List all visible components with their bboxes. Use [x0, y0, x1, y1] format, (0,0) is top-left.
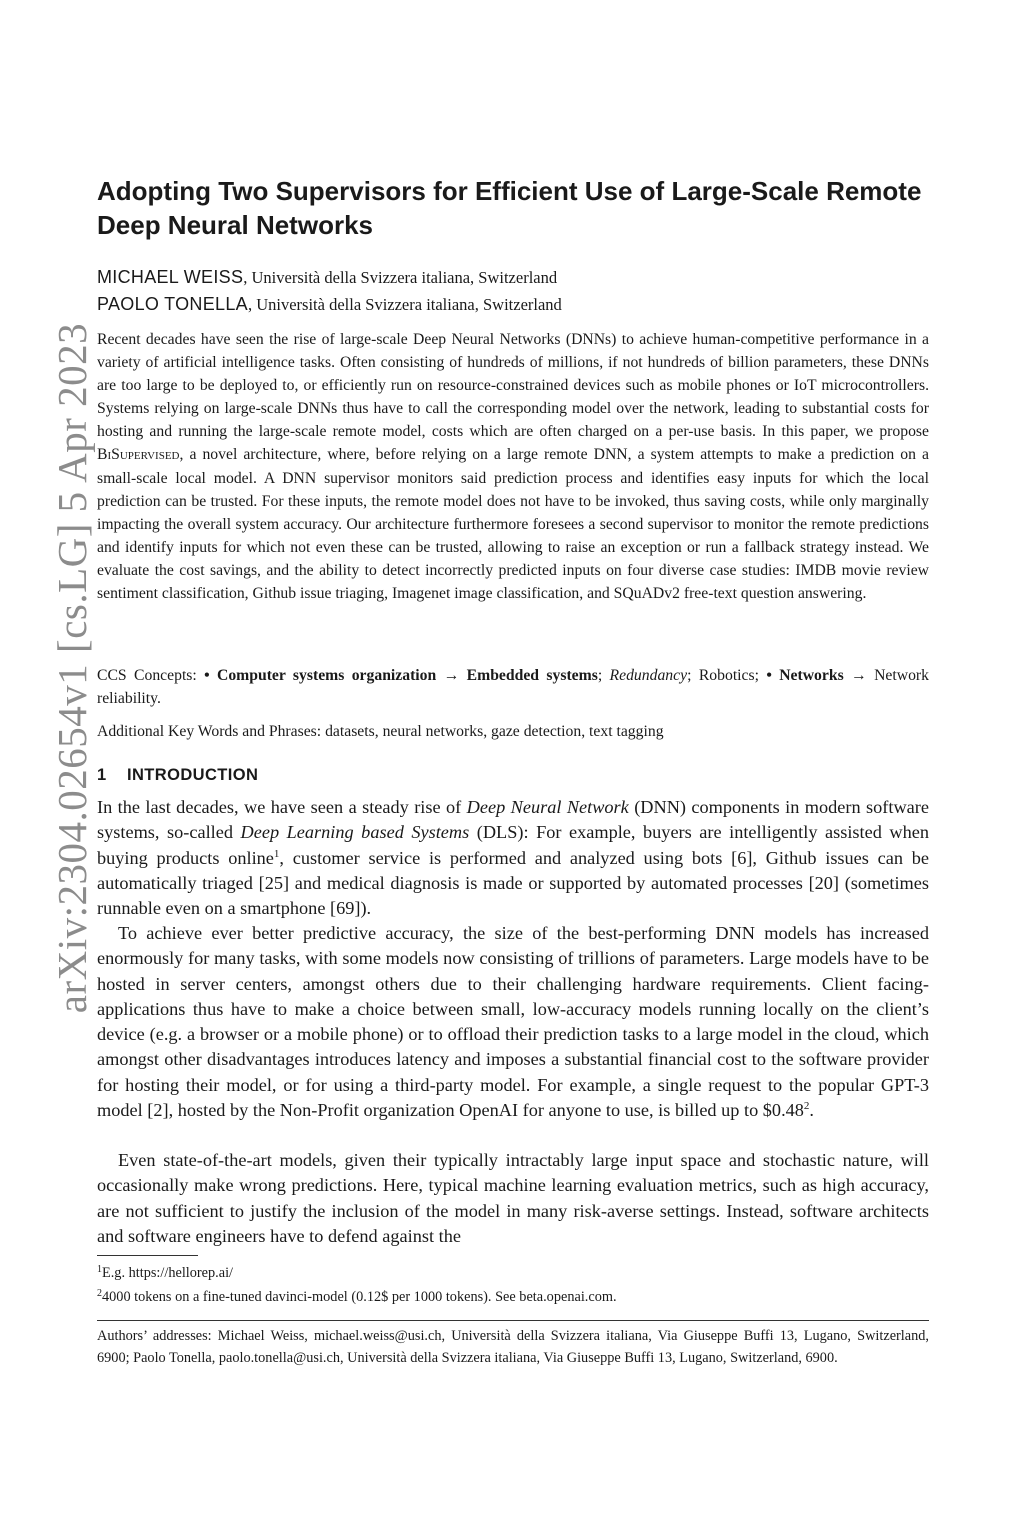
paragraph-text: Even state-of-the-art models, given their typically intractably large input space and stochastic nature, will occasionally make wrong predictions. Here, typical machine learning evaluation metrics, such as high accuracy, are not sufficient to justify the inclusion of the model in many risk-averse settings. Instead, software architects and software engineers have to defend against the	[97, 1150, 929, 1246]
emphasis-text: Deep Neural Network	[466, 797, 629, 817]
footnote-divider	[97, 1255, 198, 1256]
ccs-concept: Redundancy	[609, 667, 688, 684]
footnote	[97, 1288, 929, 1306]
ccs-concepts	[97, 664, 929, 710]
abstract	[97, 328, 929, 605]
abstract-text: , a novel architecture, where, before relying on a large remote DNN, a system attempts to make a prediction on a small-scale local model. A DNN supervisor monitors said prediction process and identifies easy inputs for which the local prediction can be trusted. For these inputs, the remote model does not have to be invoked, thus saving costs, while only marginally impacting the overall system accuracy. Our architecture furthermore foresees a second supervisor to monitor the remote predictions and identify inputs for which not even these can be trusted, allowing to raise an exception or run a fallback strategy instead. We evaluate the cost savings, and the ability to detect incorrectly predicted inputs on four diverse case studies: IMDB movie review sentiment classification, Github issue triaging, Imagenet image classification, and SQuADv2 free-text question answering.	[97, 446, 929, 603]
address-divider	[97, 1320, 929, 1321]
ccs-label: CCS Concepts:	[97, 667, 205, 684]
paragraph-text: .	[809, 1100, 814, 1121]
author-line	[97, 292, 927, 317]
paragraph-text: In the last decades, we have seen a steady rise of	[97, 797, 467, 817]
abstract-text: Recent decades have seen the rise of large-scale Deep Neural Networks (DNNs) to achieve human-competitive performance in a variety of artificial intelligence tasks. Often consisting of hundreds of millions, if not hundreds of billion parameters, these DNNs are too large to be deployed to, or efficiently run on resource-constrained devices such as mobile phones or IoT microcontrollers. Systems relying on large-scale DNNs thus have to call the corresponding model over the network, leading to substantial costs for hosting and running the large-scale remote model, costs which are often charged on a per-use basis. In this paper, we propose	[97, 331, 929, 441]
section-number: 1	[97, 766, 107, 784]
body-paragraph	[97, 1148, 929, 1249]
body-paragraph	[97, 795, 929, 921]
ccs-arrow: →	[843, 667, 875, 684]
footnote-text: E.g. https://hellorep.ai/	[102, 1265, 234, 1281]
arxiv-identifier-stamp: arXiv:2304.02654v1 [cs.LG] 5 Apr 2023	[49, 322, 95, 1014]
ccs-bullet: •	[766, 667, 780, 684]
author-addresses: Authors’ addresses: Michael Weiss, michael.weiss@usi.ch, Università della Svizzera italiana, Via Giuseppe Buffi 13, Lugano, Switzerland, 6900; Paolo Tonella, paolo.tonella@usi.ch, Università della Svizzera italiana, Via Giuseppe Buffi 13, Lugano, Switzerland, 6900.	[97, 1328, 929, 1366]
paragraph-text: (DNN) components in modern software systems, so-called	[97, 797, 929, 843]
section-heading	[97, 764, 258, 786]
emphasis-text: Deep Learning based Systems	[240, 822, 470, 843]
ccs-separator: ; Robotics;	[687, 667, 767, 684]
ccs-concept: Computer systems organization	[217, 667, 437, 684]
author-line	[97, 265, 927, 290]
author-affiliation: , Università della Svizzera italiana, Switzerland	[247, 295, 562, 314]
footnote	[97, 1264, 929, 1282]
ccs-arrow: →	[436, 667, 467, 684]
author-affiliation: , Università della Svizzera italiana, Switzerland	[243, 268, 558, 287]
ccs-concept: Networks	[779, 667, 844, 684]
ccs-separator: ;	[597, 667, 610, 684]
footnote-mark: 1	[97, 1264, 102, 1275]
author-name: PAOLO TONELLA	[97, 294, 248, 314]
paper-title: Adopting Two Supervisors for Efficient Use of Large-Scale Remote Deep Neural Networks	[97, 176, 922, 240]
footnote-marker[interactable]: 2	[803, 1100, 810, 1113]
footnote-marker[interactable]: 1	[273, 847, 280, 860]
ccs-concept: Embedded systems	[466, 667, 598, 684]
ccs-bullet: •	[204, 667, 217, 684]
section-title: INTRODUCTION	[127, 766, 259, 784]
body-paragraph	[97, 921, 929, 1123]
system-name: BiSupervised	[97, 446, 180, 464]
ccs-concept: Network reliability.	[97, 667, 929, 707]
footnote-text: 4000 tokens on a fine-tuned davinci-model (0.12$ per 1000 tokens). See beta.openai.com.	[102, 1289, 617, 1305]
keywords: Additional Key Words and Phrases: datasets, neural networks, gaze detection, text tagging	[97, 723, 664, 740]
paragraph-text: (DLS): For example, buyers are intelligently assisted when buying products online	[97, 822, 929, 868]
paragraph-text: To achieve ever better predictive accuracy, the size of the best-performing DNN models has increased enormously for many tasks, with some models now consisting of trillions of parameters. Large models have to be hosted in server centers, amongst others due to their challenging hardware requirements. Client facing-applications thus have to make a choice between small, low-accuracy models running locally on the client’s device (e.g. a browser or a mobile phone) or to offload their prediction tasks to a large model in the cloud, which amongst other disadvantages introduces latency and imposes a substantial financial cost to the software provider for hosting their model, or for using a third-party model. For example, a single request to the popular GPT-3 model [2], hosted by the Non-Profit organization OpenAI for anyone to use, is billed up to $0.48	[97, 923, 929, 1121]
footnote-mark: 2	[97, 1288, 102, 1299]
author-name: MICHAEL WEISS	[97, 267, 244, 287]
paragraph-text: , customer service is performed and analyzed using bots [6], Github issues can be automatically triaged [25] and medical diagnosis is made or supported by automated processes [20] (sometimes runnable even on a smartphone [69]).	[97, 847, 930, 919]
